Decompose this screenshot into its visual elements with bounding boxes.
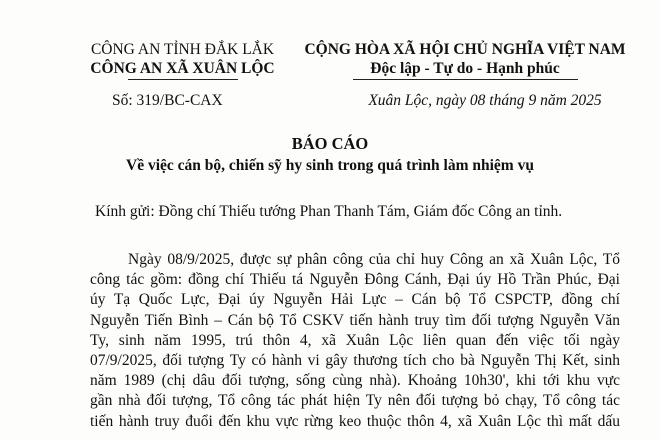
body-line: 07/9/2025, đối tượng Ty có hành vi gây thương tích cho bà Nguyễn Thị Kết, sinh (90, 352, 620, 370)
body-line: úy Tạ Quốc Lực, Đại úy Nguyễn Hải Lực – Cán bộ Tổ CSPCTP, đồng chí (90, 291, 620, 309)
body-line: Nguyễn Tiến Bình – Cán bộ Tổ CSKV tiến hành truy tìm đối tượng Nguyễn Văn (90, 311, 620, 329)
body-line: năm 1989 (chị dâu đối tượng, sống cùng nhà). Khoảng 10h30', khi tới khu vực (90, 372, 620, 390)
national-motto: Độc lập - Tự do - Hạnh phúc (370, 60, 560, 77)
document-number: Số: 319/BC-CAX (112, 92, 223, 109)
report-body (90, 250, 620, 432)
national-title: CỘNG HÒA XÃ HỘI CHỦ NGHĨA VIỆT NAM (304, 41, 626, 58)
parent-agency-name: CÔNG AN TỈNH ĐẮK LẮK (90, 41, 275, 58)
agency-name: CÔNG AN XÃ XUÂN LỘC (90, 60, 275, 77)
issuing-agency-block (70, 40, 295, 80)
body-line: Ngày 08/9/2025, được sự phân công của chỉ huy Công an xã Xuân Lộc, Tổ (128, 251, 620, 268)
body-line: Ty, sinh năm 1995, trú thôn 4, xã Xuân Lộc liên quan đến việc tối ngày (90, 331, 620, 349)
date-line: Xuân Lộc, ngày 08 tháng 9 năm 2025 (368, 92, 602, 109)
document-title: BÁO CÁO (291, 134, 369, 153)
motto-underline (353, 79, 578, 80)
national-title-block (300, 40, 630, 80)
body-line: gần nhà đối tượng, Tổ công tác phát hiện Ty nên đối tượng bỏ chạy, Tổ công tác (90, 392, 620, 410)
document-subtitle: Về việc cán bộ, chiến sỹ hy sinh trong quá trình làm nhiệm vụ (126, 157, 534, 174)
body-line: công tác gồm: đồng chí Thiếu tá Nguyễn Đông Cánh, Đại úy Hồ Trần Phúc, Đại (90, 271, 620, 289)
body-line: tiến hành truy đuổi đến khu vực rừng keo thuộc thôn 4, xã Xuân Lộc thì mất dấu (90, 412, 620, 430)
agency-underline (128, 79, 238, 80)
recipient-line: Kính gửi: Đồng chí Thiếu tướng Phan Thanh Tám, Giám đốc Công an tỉnh. (95, 203, 563, 220)
